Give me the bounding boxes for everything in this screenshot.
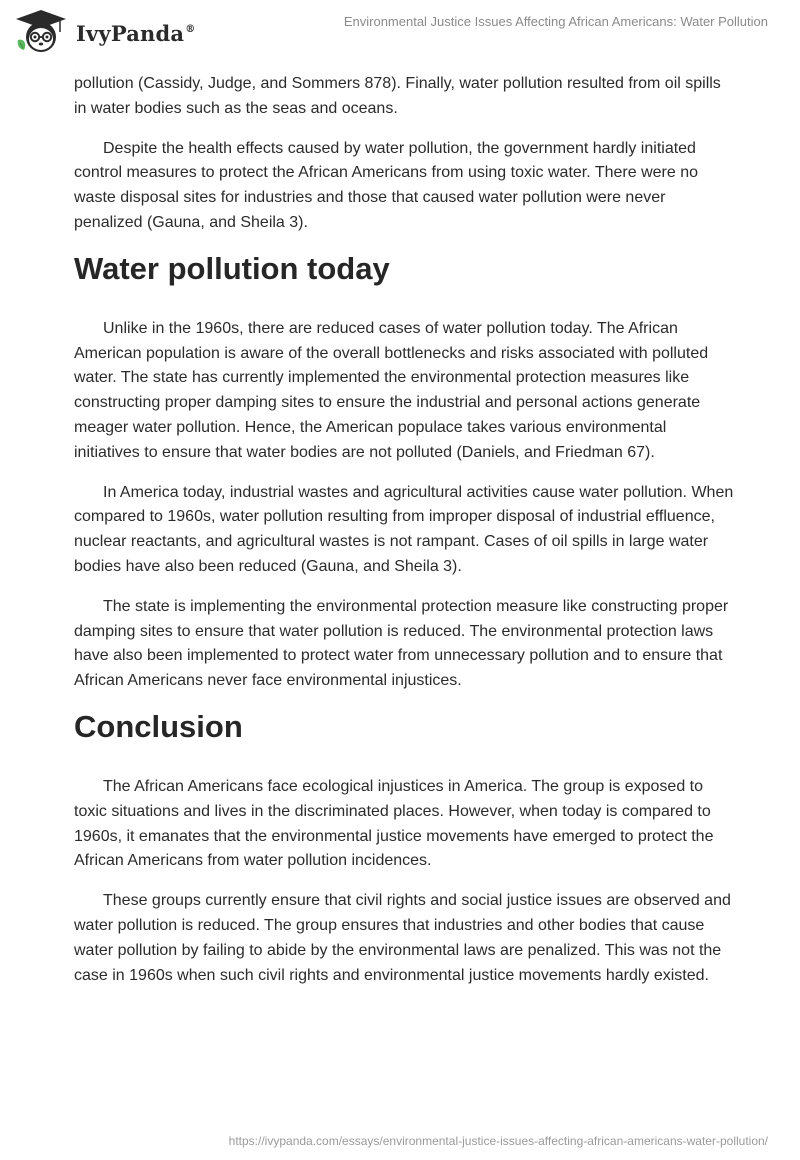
essay-content bbox=[74, 72, 734, 1003]
source-url[interactable]: https://ivypanda.com/essays/environmental-justice-issues-affecting-african-americans-water-pollution/ bbox=[228, 1134, 768, 1148]
page-header bbox=[0, 0, 800, 70]
paragraph-today-2: In America today, industrial wastes and agricultural activities cause water pollution. When compared to 1960s, water pollution resulting from improper disposal of industrial effluence, nuclear reactants, and agricultural wastes is not rampant. Cases of oil spills in large water bodies have also been reduced (Gauna, and Sheila 3). bbox=[74, 483, 734, 575]
paragraph-conclusion-1: The African Americans face ecological injustices in America. The group is exposed to toxic situations and lives in the discriminated places. However, when today is compared to 1960s, it emanates that the environmental justice movements have emerged to protect the African Americans from water pollution incidences. bbox=[74, 777, 714, 870]
paragraph-intro: Despite the health effects caused by water pollution, the government hardly initiated control measures to protect the African Americans from using toxic water. There were no waste disposal sites for industries and those that caused water pollution were never penalized (Gauna, and Sheila 3). bbox=[74, 139, 698, 231]
registered-mark: ® bbox=[185, 23, 196, 35]
section-heading-conclusion: Conclusion bbox=[74, 708, 243, 744]
section-heading-water-pollution-today: Water pollution today bbox=[74, 250, 390, 286]
paragraph-conclusion-2: These groups currently ensure that civil rights and social justice issues are observed and water pollution is reduced. The group ensures that industries and other bodies that cause water pollution by failing to abide by the environmental laws are penalized. This was not the case in 1960s when such civil rights and environmental justice movements hardly existed. bbox=[74, 892, 731, 984]
document-title: Environmental Justice Issues Affecting African Americans: Water Pollution bbox=[343, 14, 768, 29]
logo[interactable] bbox=[14, 8, 195, 56]
paragraph-today-1: Unlike in the 1960s, there are reduced cases of water pollution today. The African American population is aware of the overall bottlenecks and risks associated with polluted water. The state has currently implemented the environmental protection measures like constructing proper damping sites to ensure the industrial and personal actions generate meager water pollution. Hence, the American populace takes various environmental initiatives to ensure that water bodies are not polluted (Daniels, and Friedman 67). bbox=[74, 319, 709, 461]
logo-wordmark bbox=[76, 21, 195, 46]
paragraph-today-3: The state is implementing the environmental protection measure like constructing proper damping sites to ensure that water pollution is reduced. The environmental protection laws have also been implemented to protect water from unnecessary pollution and to ensure that African Americans never face environmental injustices. bbox=[74, 597, 729, 690]
logo-name: IvyPanda bbox=[76, 20, 185, 46]
paragraph-intro-continuation: pollution (Cassidy, Judge, and Sommers 878). Finally, water pollution resulted from oil spills in water bodies such as the seas and oceans. bbox=[74, 75, 721, 117]
panda-logo-icon bbox=[14, 8, 68, 56]
